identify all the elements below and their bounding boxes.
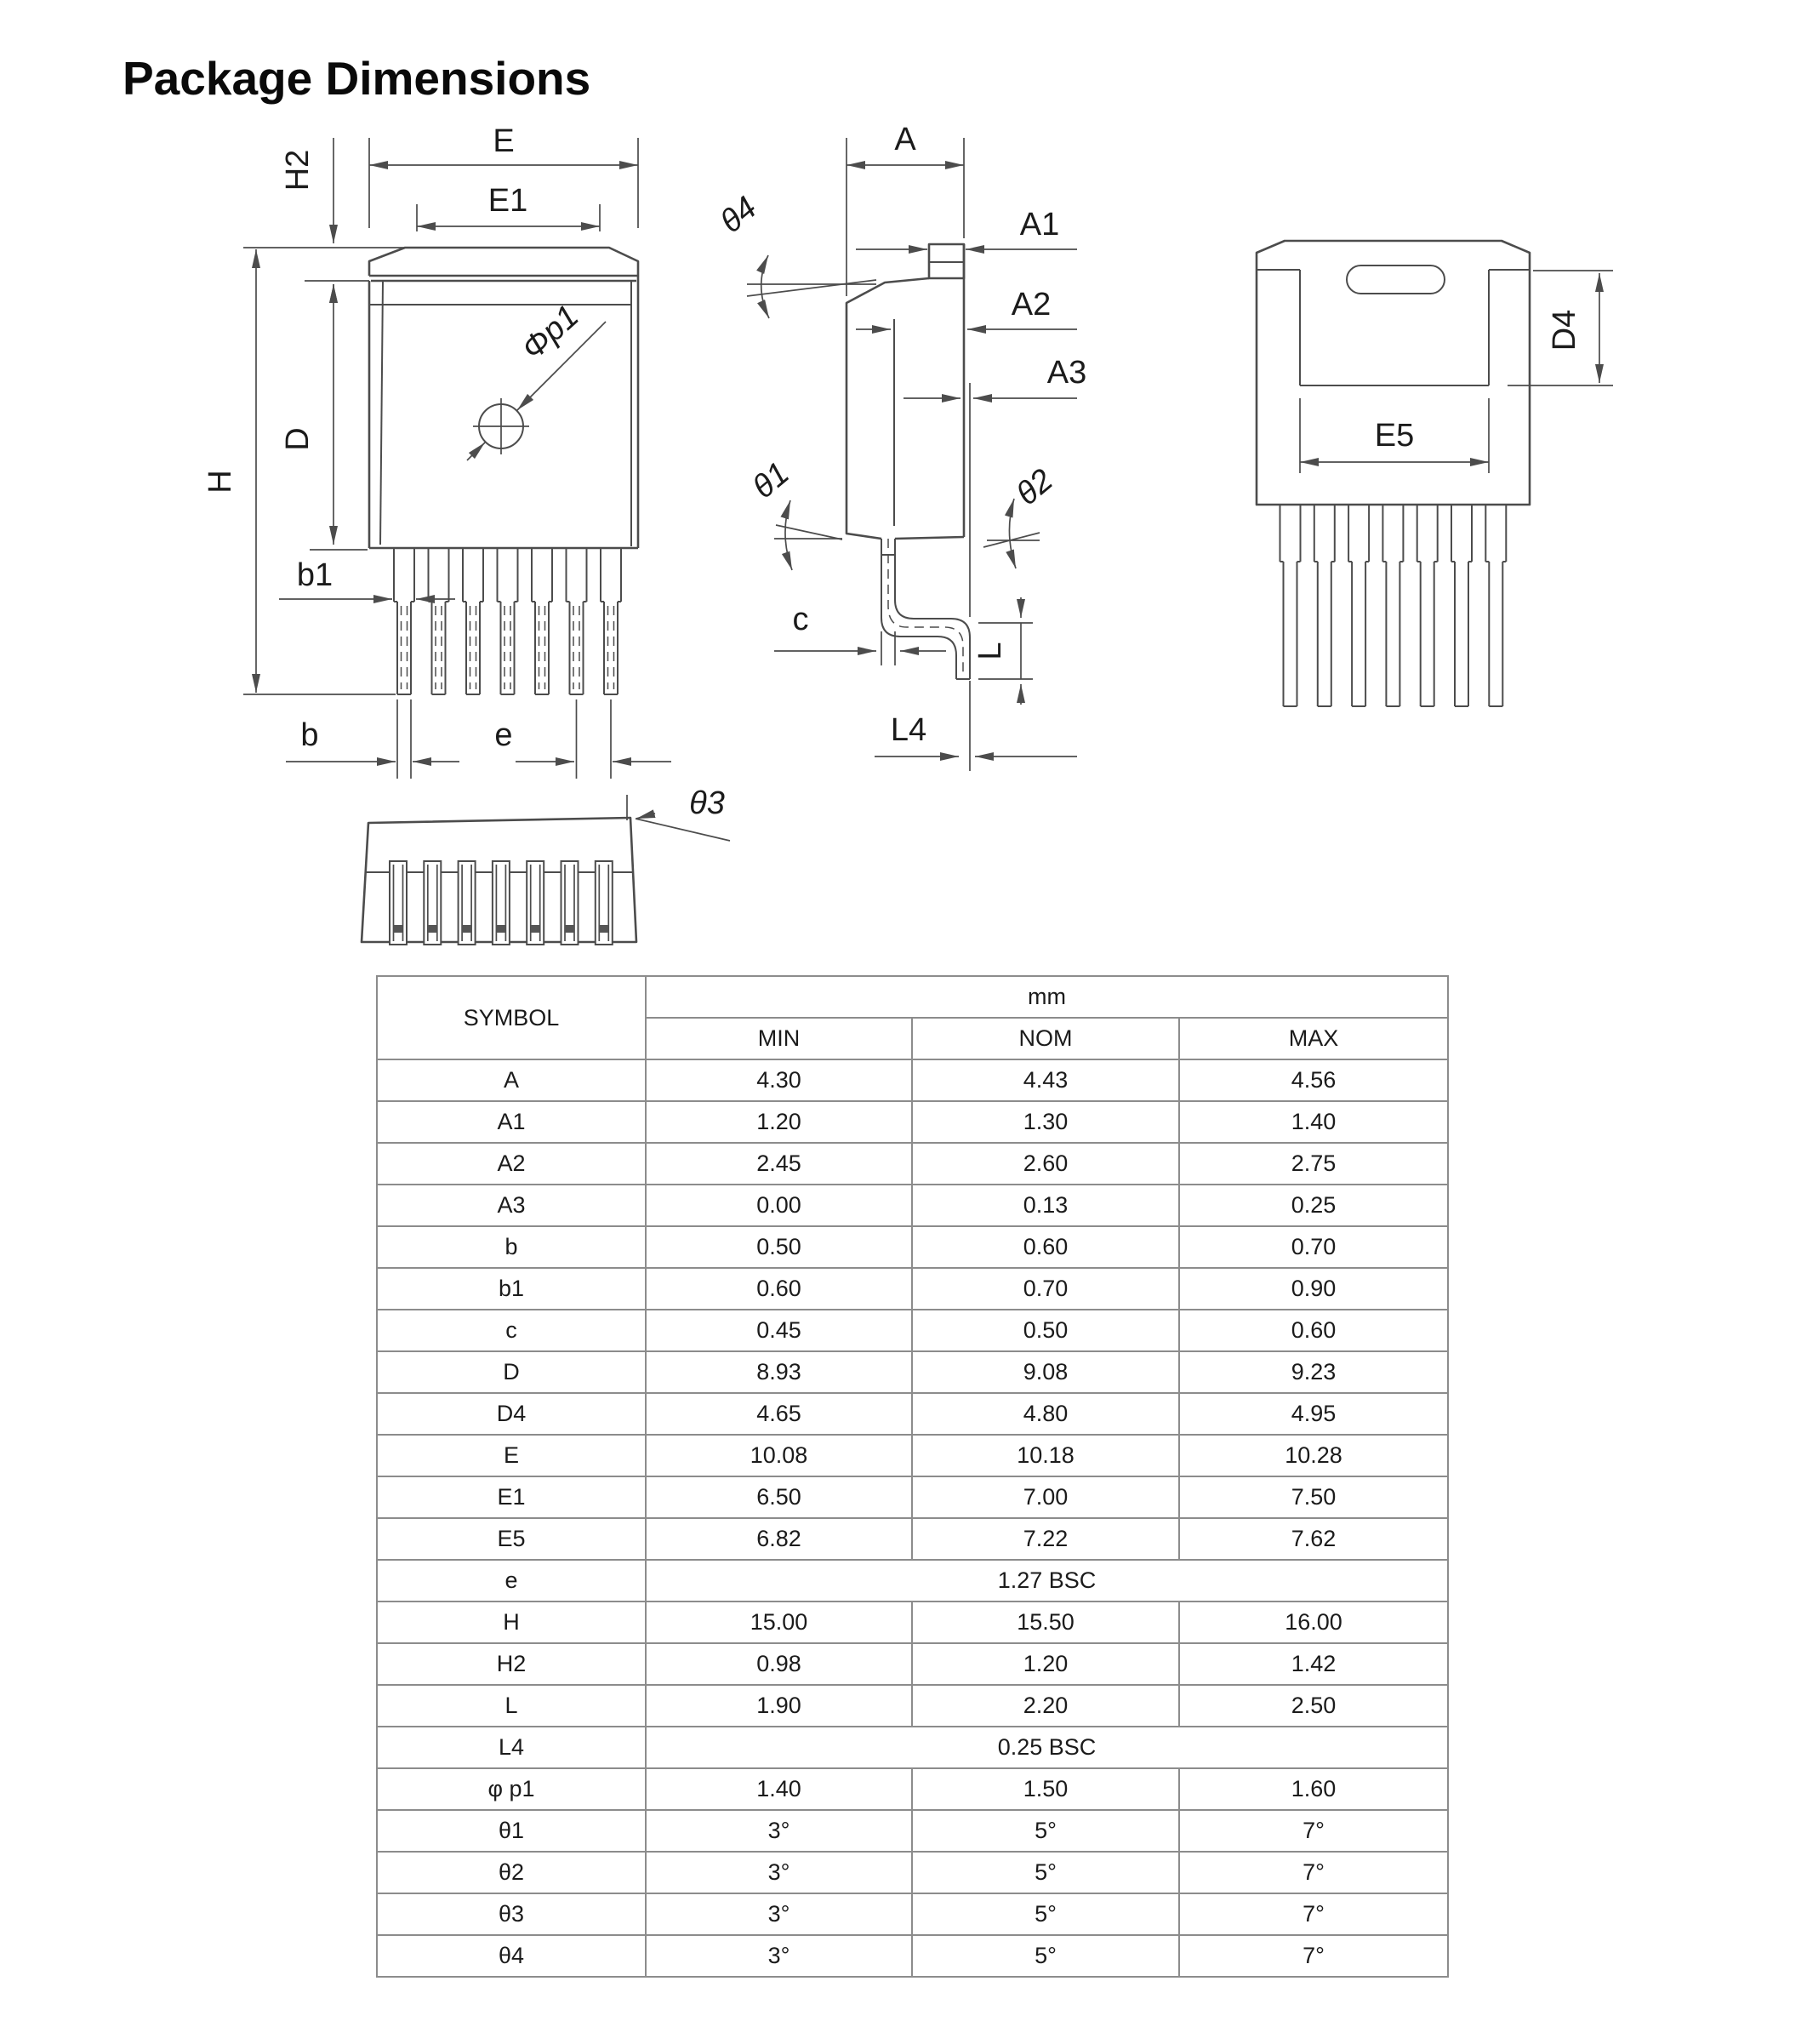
min-cell: 3°	[646, 1852, 912, 1893]
front-view	[202, 123, 671, 779]
table-row	[377, 1768, 1448, 1810]
table-row	[377, 1059, 1448, 1101]
table-row	[377, 1393, 1448, 1435]
nom-header-cell: NOM	[912, 1018, 1179, 1059]
table-row	[377, 1602, 1448, 1643]
symbol-cell: L	[377, 1685, 646, 1727]
nom-cell: 9.08	[912, 1351, 1179, 1393]
symbol-cell: E	[377, 1435, 646, 1476]
min-cell: 3°	[646, 1810, 912, 1852]
side-view	[714, 122, 1086, 771]
front-dim-label-pitch: e	[494, 717, 513, 753]
symbol-cell: D4	[377, 1393, 646, 1435]
table-row	[377, 1435, 1448, 1476]
back-dim-label-d4: D4	[1547, 309, 1582, 351]
bottom-leads	[390, 861, 613, 945]
symbol-cell: φ p1	[377, 1768, 646, 1810]
front-dim-label-h: H	[202, 470, 238, 494]
side-dim-label-l: L	[972, 642, 1008, 660]
table-row	[377, 1310, 1448, 1351]
table-row	[377, 1893, 1448, 1935]
side-body-outline	[846, 244, 964, 539]
nom-cell: 2.20	[912, 1685, 1179, 1727]
side-dim-label-l4: L4	[890, 712, 927, 748]
side-dim-label-c: c	[792, 602, 809, 637]
symbol-header-cell: SYMBOL	[377, 976, 646, 1059]
back-view	[1257, 241, 1613, 706]
nom-cell: 5°	[912, 1935, 1179, 1977]
bottom-dim-label-theta3: θ3	[689, 785, 725, 821]
nom-cell: 0.13	[912, 1185, 1179, 1226]
nom-cell: 2.60	[912, 1143, 1179, 1185]
nom-cell: 0.70	[912, 1268, 1179, 1310]
symbol-cell: A1	[377, 1101, 646, 1143]
nom-cell: 1.30	[912, 1101, 1179, 1143]
max-cell: 1.60	[1179, 1768, 1448, 1810]
table-row	[377, 1810, 1448, 1852]
symbol-cell: E1	[377, 1476, 646, 1518]
nom-cell: 7.22	[912, 1518, 1179, 1560]
max-cell: 1.40	[1179, 1101, 1448, 1143]
table-row	[377, 1518, 1448, 1560]
side-dim-label-a1: A1	[1019, 207, 1060, 243]
symbol-cell: θ2	[377, 1852, 646, 1893]
max-cell: 2.50	[1179, 1685, 1448, 1727]
symbol-cell: E5	[377, 1518, 646, 1560]
nom-cell: 4.80	[912, 1393, 1179, 1435]
front-body-outline	[369, 248, 638, 548]
symbol-cell: θ3	[377, 1893, 646, 1935]
max-cell: 7.50	[1179, 1476, 1448, 1518]
symbol-cell: θ1	[377, 1810, 646, 1852]
front-dim-label-hole: Φp1	[515, 298, 586, 368]
table-row	[377, 1143, 1448, 1185]
min-cell: 15.00	[646, 1602, 912, 1643]
max-cell: 4.56	[1179, 1059, 1448, 1101]
table-row	[377, 1268, 1448, 1310]
symbol-cell: D	[377, 1351, 646, 1393]
nom-cell: 4.43	[912, 1059, 1179, 1101]
symbol-cell: θ4	[377, 1935, 646, 1977]
min-cell: 0.98	[646, 1643, 912, 1685]
min-cell: 8.93	[646, 1351, 912, 1393]
max-cell: 0.25	[1179, 1185, 1448, 1226]
max-cell: 7°	[1179, 1893, 1448, 1935]
front-leads	[394, 548, 621, 694]
min-cell: 4.65	[646, 1393, 912, 1435]
min-cell: 1.20	[646, 1101, 912, 1143]
unit-header-cell: mm	[646, 976, 1448, 1018]
symbol-cell: H	[377, 1602, 646, 1643]
front-dim-label-h2: H2	[280, 149, 316, 191]
side-angle-theta1	[774, 500, 842, 570]
max-cell: 7.62	[1179, 1518, 1448, 1560]
min-cell: 0.50	[646, 1226, 912, 1268]
symbol-cell: b1	[377, 1268, 646, 1310]
max-cell: 0.70	[1179, 1226, 1448, 1268]
symbol-cell: A2	[377, 1143, 646, 1185]
nom-cell: 1.20	[912, 1643, 1179, 1685]
max-cell: 7°	[1179, 1810, 1448, 1852]
front-dim-label-e: E	[493, 123, 515, 159]
nom-cell: 5°	[912, 1852, 1179, 1893]
dimensions-table	[376, 975, 1449, 1978]
min-cell: 0.45	[646, 1310, 912, 1351]
max-cell: 10.28	[1179, 1435, 1448, 1476]
page-title: Package Dimensions	[123, 52, 591, 105]
nom-cell: 0.50	[912, 1310, 1179, 1351]
symbol-cell: A3	[377, 1185, 646, 1226]
table-row	[377, 1685, 1448, 1727]
nom-cell: 5°	[912, 1810, 1179, 1852]
nom-cell: 7.00	[912, 1476, 1179, 1518]
max-cell: 0.60	[1179, 1310, 1448, 1351]
symbol-cell: H2	[377, 1643, 646, 1685]
table-row	[377, 1727, 1448, 1768]
table-row	[377, 1226, 1448, 1268]
front-dim-label-b1: b1	[296, 557, 333, 593]
symbol-cell: A	[377, 1059, 646, 1101]
max-cell: 1.42	[1179, 1643, 1448, 1685]
side-dim-label-theta4: θ4	[713, 190, 764, 241]
max-cell: 7°	[1179, 1935, 1448, 1977]
min-cell: 3°	[646, 1935, 912, 1977]
max-cell: 4.95	[1179, 1393, 1448, 1435]
symbol-cell: L4	[377, 1727, 646, 1768]
max-cell: 2.75	[1179, 1143, 1448, 1185]
span-cell: 0.25 BSC	[646, 1727, 1448, 1768]
symbol-cell: b	[377, 1226, 646, 1268]
nom-cell: 15.50	[912, 1602, 1179, 1643]
symbol-cell: e	[377, 1560, 646, 1602]
nom-cell: 5°	[912, 1893, 1179, 1935]
min-cell: 10.08	[646, 1435, 912, 1476]
front-dim-label-e1: E1	[487, 183, 528, 219]
table-row	[377, 1476, 1448, 1518]
front-dim-label-b: b	[300, 717, 319, 753]
bottom-view	[362, 785, 730, 945]
back-dim-label-e5: E5	[1374, 418, 1415, 454]
max-header-cell: MAX	[1179, 1018, 1448, 1059]
side-dim-label-a2: A2	[1011, 287, 1052, 323]
side-angle-theta4	[747, 255, 876, 318]
table-row	[377, 1101, 1448, 1143]
max-cell: 7°	[1179, 1852, 1448, 1893]
max-cell: 9.23	[1179, 1351, 1448, 1393]
min-cell: 6.50	[646, 1476, 912, 1518]
table-row	[377, 1643, 1448, 1685]
min-cell: 0.00	[646, 1185, 912, 1226]
side-dim-label-a3: A3	[1046, 355, 1087, 391]
side-dim-label-theta1: θ1	[745, 455, 796, 506]
table-row	[377, 1185, 1448, 1226]
table-row	[377, 1852, 1448, 1893]
min-header-cell: MIN	[646, 1018, 912, 1059]
table-row	[377, 1935, 1448, 1977]
max-cell: 0.90	[1179, 1268, 1448, 1310]
table-row	[377, 1351, 1448, 1393]
nom-cell: 1.50	[912, 1768, 1179, 1810]
table-header-row-unit	[377, 976, 1448, 1018]
symbol-cell: c	[377, 1310, 646, 1351]
min-cell: 4.30	[646, 1059, 912, 1101]
max-cell: 16.00	[1179, 1602, 1448, 1643]
side-dim-label-theta2: θ2	[1009, 462, 1060, 513]
span-cell: 1.27 BSC	[646, 1560, 1448, 1602]
side-dim-label-a: A	[894, 122, 916, 157]
min-cell: 1.40	[646, 1768, 912, 1810]
nom-cell: 10.18	[912, 1435, 1179, 1476]
min-cell: 1.90	[646, 1685, 912, 1727]
min-cell: 2.45	[646, 1143, 912, 1185]
front-dim-label-d: D	[280, 427, 316, 451]
nom-cell: 0.60	[912, 1226, 1179, 1268]
min-cell: 0.60	[646, 1268, 912, 1310]
min-cell: 6.82	[646, 1518, 912, 1560]
table-row	[377, 1560, 1448, 1602]
back-leads	[1280, 505, 1507, 706]
min-cell: 3°	[646, 1893, 912, 1935]
